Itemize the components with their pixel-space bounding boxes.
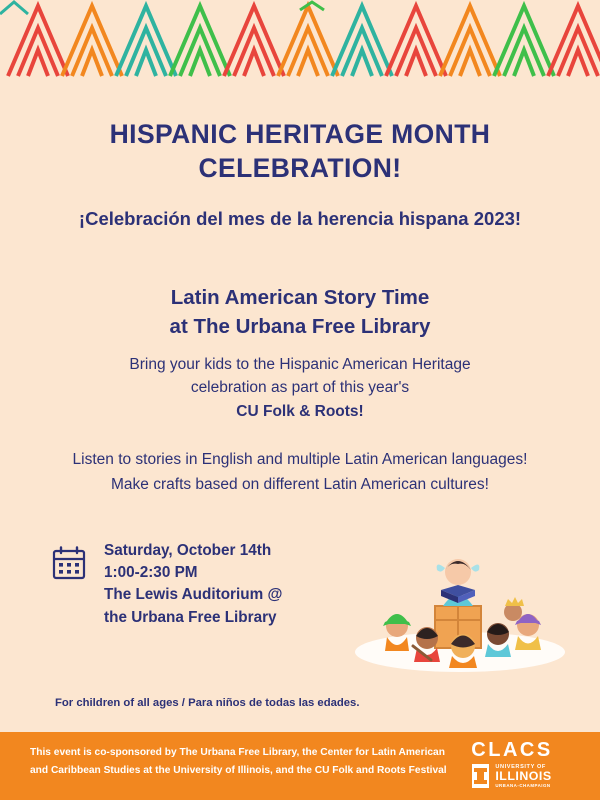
illinois-wordmark (495, 764, 551, 789)
age-note: For children of all ages / Para niños de todas las edades. (55, 697, 360, 709)
event-venue-line-2: the Urbana Free Library (104, 608, 277, 626)
paragraph-2-line-1: Listen to stories in English and multiple Latin American languages! (72, 450, 528, 468)
paragraph-2 (0, 447, 600, 497)
event-details-text (104, 540, 282, 629)
illinois-campus-label: URBANA-CHAMPAIGN (495, 782, 551, 788)
event-title-block (0, 283, 600, 341)
footer (0, 732, 600, 800)
paragraph-1 (0, 353, 600, 423)
sponsor-credit-line-2: and Caribbean Studies at the University of Illinois, and the CU Folk and Roots Festival (30, 764, 447, 776)
event-date: Saturday, October 14th (104, 542, 272, 559)
festival-name: CU Folk & Roots! (236, 402, 364, 420)
top-decorative-band (0, 0, 600, 78)
headline-block (0, 118, 600, 231)
event-title-line-2: at The Urbana Free Library (169, 315, 431, 339)
footer-logos (442, 740, 582, 789)
event-title-line-1: Latin American Story Time (170, 286, 430, 309)
headline-line-1: HISPANIC HERITAGE MONTH (109, 119, 491, 149)
paragraph-2-line-2: Make crafts based on different Latin American cultures! (111, 475, 489, 493)
event-details (52, 540, 342, 629)
maze-triangles-pattern (0, 0, 600, 78)
illinois-logo (442, 764, 582, 789)
paragraph-1-line-1: Bring your kids to the Hispanic American Heritage (129, 356, 471, 373)
children-story-time-illustration (335, 528, 585, 678)
event-venue-line-1: The Lewis Auditorium @ (104, 586, 283, 604)
subheadline: ¡Celebración del mes de la herencia hispana 2023! (78, 208, 522, 230)
calendar-icon (52, 546, 86, 580)
illinois-name-label: ILLINOIS (495, 769, 552, 784)
illinois-university-label: UNIVERSITY OF (495, 764, 546, 770)
paragraph-1-line-2: celebration as part of this year's (190, 379, 410, 397)
page-title (0, 118, 600, 185)
sponsor-credit-line-1: This event is co-sponsored by The Urbana Free Library, the Center for Latin American (30, 747, 445, 758)
description-block (0, 353, 600, 497)
event-time: 1:00-2:30 PM (104, 564, 198, 582)
sponsor-credit (30, 744, 450, 780)
illinois-block-i-icon (472, 764, 489, 788)
headline-line-2: CELEBRATION! (198, 152, 402, 183)
clacs-logo: CLACS (471, 739, 553, 761)
event-title (0, 283, 600, 341)
